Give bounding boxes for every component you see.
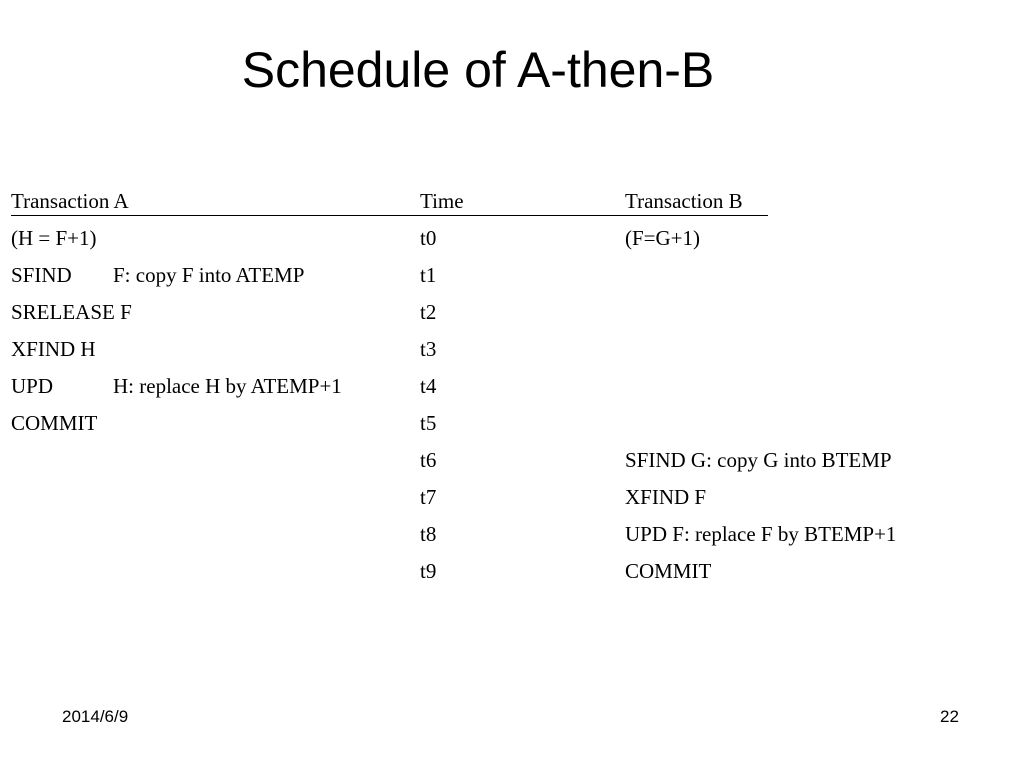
time-cell: t9 [420, 559, 437, 583]
footer-page-number: 22 [940, 707, 959, 726]
schedule-table [11, 186, 1011, 593]
table-row [11, 297, 1011, 334]
transaction-a-detail: H: replace H by ATEMP+1 [113, 374, 342, 398]
table-row [11, 482, 1011, 519]
table-row [11, 334, 1011, 371]
time-cell: t3 [420, 337, 437, 361]
transaction-b-op: (F=G+1) [625, 226, 701, 250]
transaction-b-op: COMMIT [625, 559, 712, 583]
header-transaction-a: Transaction A [11, 189, 129, 213]
time-cell: t7 [420, 485, 437, 509]
transaction-b-op: UPD F: replace F by BTEMP+1 [625, 522, 897, 546]
transaction-a-op: XFIND H [11, 337, 96, 361]
time-cell: t6 [420, 448, 437, 472]
time-cell: t5 [420, 411, 437, 435]
transaction-b-op: XFIND F [625, 485, 707, 509]
table-row [11, 556, 1011, 593]
table-row [11, 260, 1011, 297]
header-transaction-b: Transaction B [625, 189, 743, 213]
transaction-a-op: SRELEASE F [11, 300, 132, 324]
table-row [11, 519, 1011, 556]
transaction-a-detail: F: copy F into ATEMP [113, 263, 305, 287]
time-cell: t1 [420, 263, 437, 287]
time-cell: t0 [420, 226, 437, 250]
transaction-b-op: SFIND G: copy G into BTEMP [625, 448, 892, 472]
header-underline [11, 215, 768, 216]
transaction-a-op: UPD [11, 374, 54, 398]
footer-date: 2014/6/9 [62, 707, 129, 726]
transaction-a-op: SFIND [11, 263, 72, 287]
table-row [11, 408, 1011, 445]
header-time: Time [420, 189, 464, 213]
table-row [11, 223, 1011, 260]
time-cell: t4 [420, 374, 437, 398]
transaction-a-op: (H = F+1) [11, 226, 97, 250]
time-cell: t2 [420, 300, 437, 324]
time-cell: t8 [420, 522, 437, 546]
transaction-a-op: COMMIT [11, 411, 98, 435]
table-row [11, 445, 1011, 482]
table-header-row [11, 186, 1011, 223]
table-row [11, 371, 1011, 408]
slide-title: Schedule of A-then-B [241, 42, 715, 98]
